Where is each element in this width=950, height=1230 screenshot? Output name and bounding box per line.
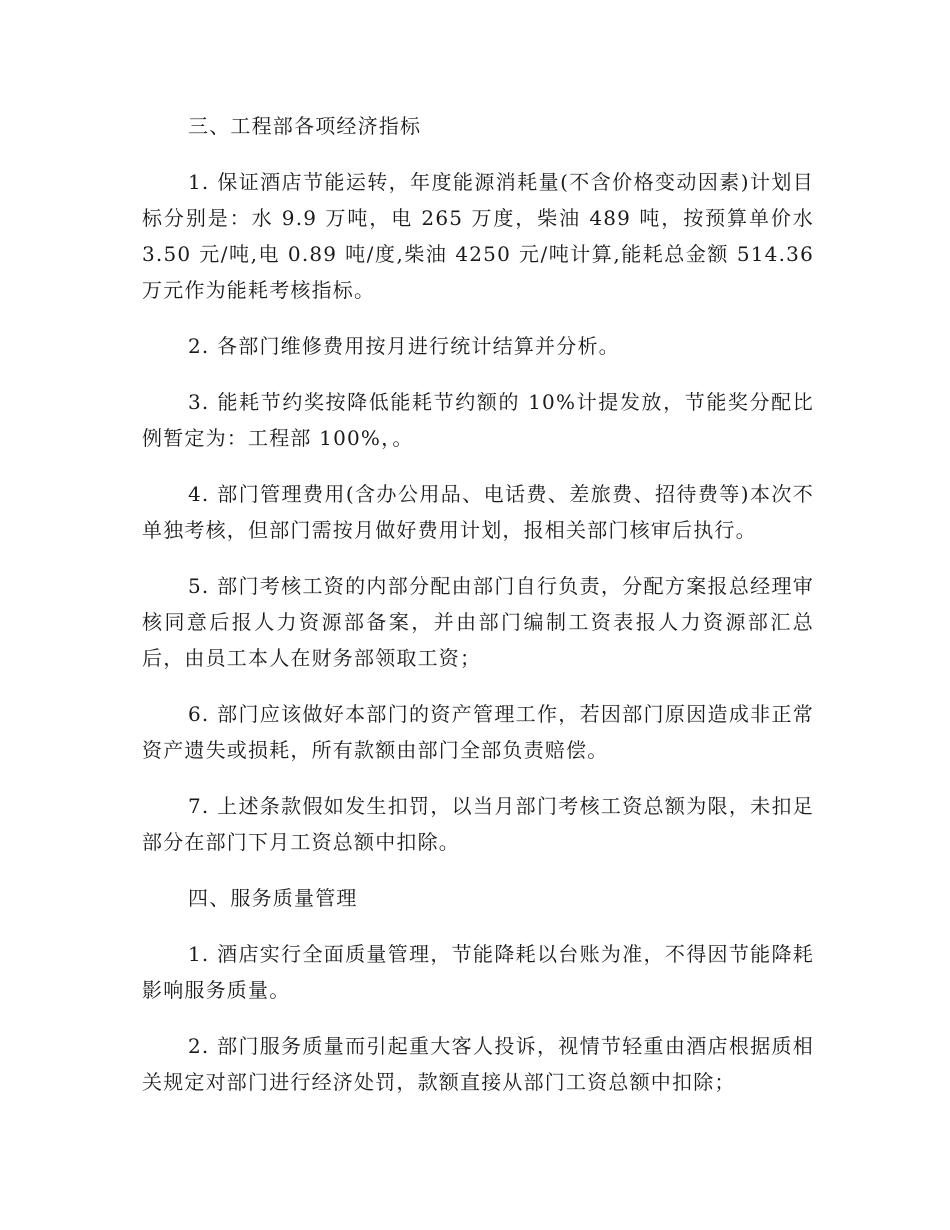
- paragraph-maintenance-costs: 2. 各部门维修费用按月进行统计结算并分析。: [188, 334, 620, 358]
- paragraph-management-fees: 4. 部门管理费用(含办公用品、电话费、差旅费、招待费等)本次不单独考核，但部门需按月做好费用计划，报相关部门核审后执行。: [142, 482, 814, 542]
- paragraph-asset-management: 6. 部门应该做好本部门的资产管理工作，若因部门原因造成非正常资产遗失或损耗，所有款额由部门全部负责赔偿。: [142, 702, 814, 762]
- paragraph-penalty-limit: 7. 上述条款假如发生扣罚，以当月部门考核工资总额为限，未扣足部分在部门下月工资总额中扣除。: [142, 794, 814, 854]
- paragraph-complaint-penalty: 2. 部门服务质量而引起重大客人投诉，视情节轻重由酒店根据质相关规定对部门进行经济处罚，款额直接从部门工资总额中扣除；: [142, 1034, 814, 1094]
- paragraph-energy-targets: 1. 保证酒店节能运转，年度能源消耗量(不含价格变动因素)计划目标分别是：水 9.9 万吨，电 265 万度，柴油 489 吨，按预算单价水 3.50 元/吨,电 0.89 吨/度,柴油 4250 元/吨计算,能耗总金额 514.36 万元作为能耗考核指标。: [142, 170, 814, 302]
- paragraph-energy-saving-bonus: 3. 能耗节约奖按降低能耗节约额的 10%计提发放，节能奖分配比例暂定为：工程部 100%，。: [142, 390, 814, 450]
- document-body: [142, 108, 814, 1120]
- section-heading-engineering-indicators: 三、工程部各项经济指标: [188, 114, 422, 138]
- paragraph-salary-distribution: 5. 部门考核工资的内部分配由部门自行负责，分配方案报总经理审核同意后报人力资源部备案，并由部门编制工资表报人力资源部汇总后，由员工本人在财务部领取工资；: [142, 574, 814, 670]
- section-heading-service-quality: 四、服务质量管理: [188, 886, 358, 910]
- paragraph-quality-management: 1. 酒店实行全面质量管理，节能降耗以台账为准，不得因节能降耗影响服务质量。: [142, 942, 814, 1002]
